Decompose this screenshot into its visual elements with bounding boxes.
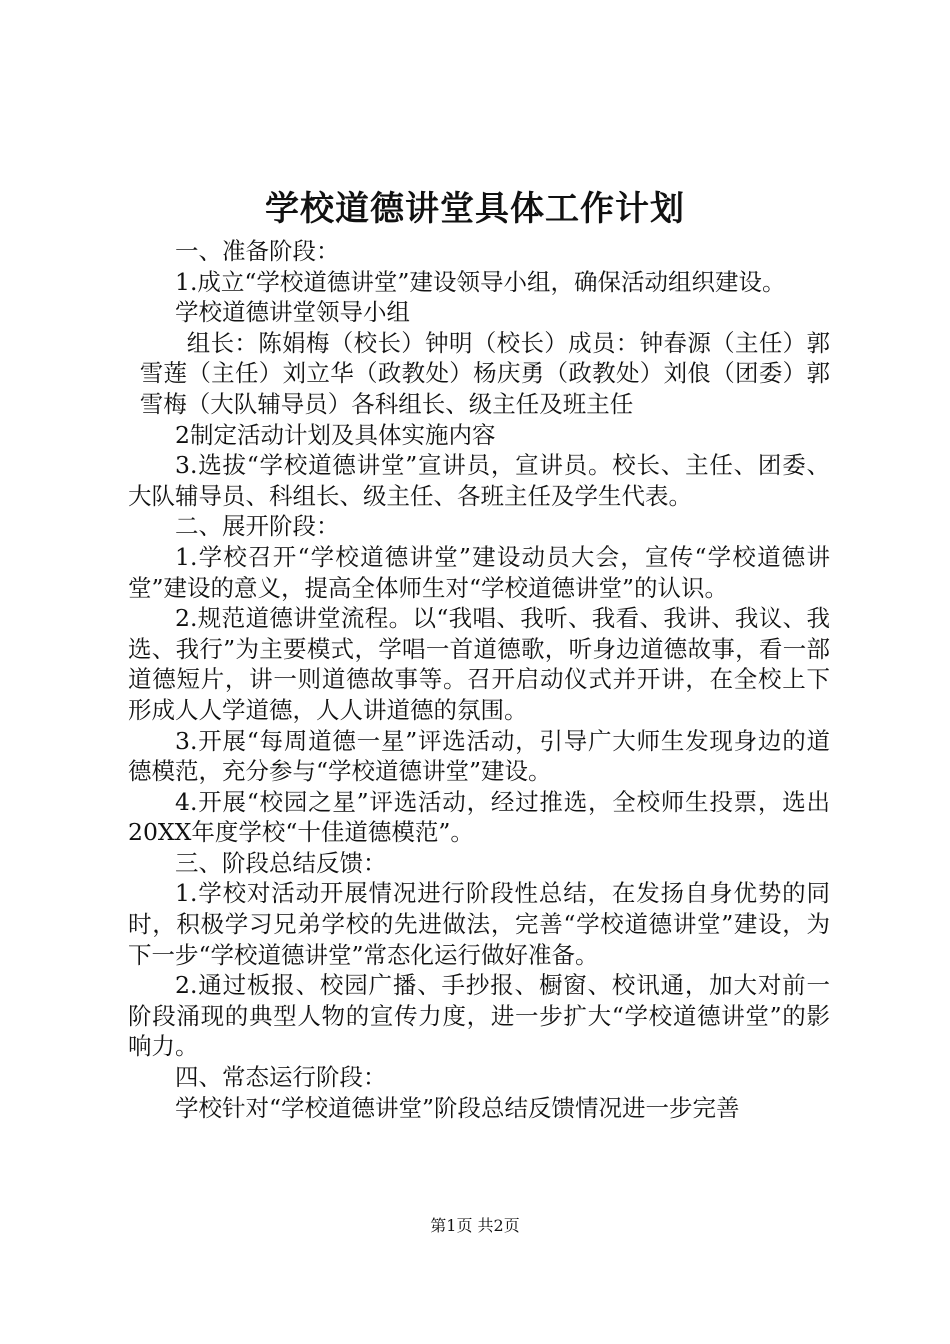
section-heading-launch: 二、展开阶段： xyxy=(175,512,340,541)
paragraph-regular-1: 学校针对“学校道德讲堂”阶段总结反馈情况进一步完善 xyxy=(175,1093,740,1122)
section-heading-regular: 四、常态运行阶段： xyxy=(175,1063,387,1092)
section-heading-preparation: 一、准备阶段： xyxy=(175,237,340,265)
paragraph-launch-2: 2.规范道德讲堂流程。以“我唱、我听、我看、我讲、我议、我选、我行”为主要模式，学唱一首道德歌，听身边道德故事，看一部道德短片，讲一则道德故事等。召开启动仪式并开讲，在全校上下形成人人学道德，人人讲道德的氛围。 xyxy=(128,604,830,724)
section-heading-summary: 三、阶段总结反馈： xyxy=(175,848,387,877)
paragraph-launch-1: 1.学校召开“学校道德讲堂”建设动员大会，宣传“学校道德讲堂”建设的意义，提高全体师生对“学校道德讲堂”的认识。 xyxy=(128,542,830,602)
paragraph-launch-3: 3.开展“每周道德一星”评选活动，引导广大师生发现身边的道德模范，充分参与“学校道德讲堂”建设。 xyxy=(128,726,830,786)
paragraph-summary-2: 2.通过板报、校园广播、手抄报、橱窗、校讯通，加大对前一阶段涌现的典型人物的宣传力度，进一步扩大“学校道德讲堂”的影响力。 xyxy=(128,971,830,1061)
paragraph-group-heading: 学校道德讲堂领导小组 xyxy=(175,298,410,327)
paragraph-group-members: 组长：陈娟梅（校长）钟明（校长）成员：钟春源（主任）郭雪莲（主任）刘立华（政教处）杨庆勇（政教处）刘俍（团委）郭雪梅（大队辅导员）各科组长、级主任及班主任 xyxy=(139,328,830,418)
page-number-footer: 第1页 共2页 xyxy=(430,1216,520,1235)
paragraph-prep-1: 1.成立“学校道德讲堂”建设领导小组，确保活动组织建设。 xyxy=(175,267,786,296)
document-title: 学校道德讲堂具体工作计划 xyxy=(265,189,685,229)
paragraph-launch-4: 4.开展“校园之星”评选活动，经过推选，全校师生投票，选出20XX年度学校“十佳道德模范”。 xyxy=(128,787,830,847)
document-body xyxy=(128,236,830,1123)
paragraph-summary-1: 1.学校对活动开展情况进行阶段性总结，在发扬自身优势的同时，积极学习兄弟学校的先进做法，完善“学校道德讲堂”建设，为下一步“学校道德讲堂”常态化运行做好准备。 xyxy=(128,879,830,969)
paragraph-prep-3: 3.选拔“学校道德讲堂”宣讲员，宣讲员。校长、主任、团委、大队辅导员、科组长、级主任、各班主任及学生代表。 xyxy=(128,451,830,510)
paragraph-prep-2: 2制定活动计划及具体实施内容 xyxy=(175,420,496,449)
